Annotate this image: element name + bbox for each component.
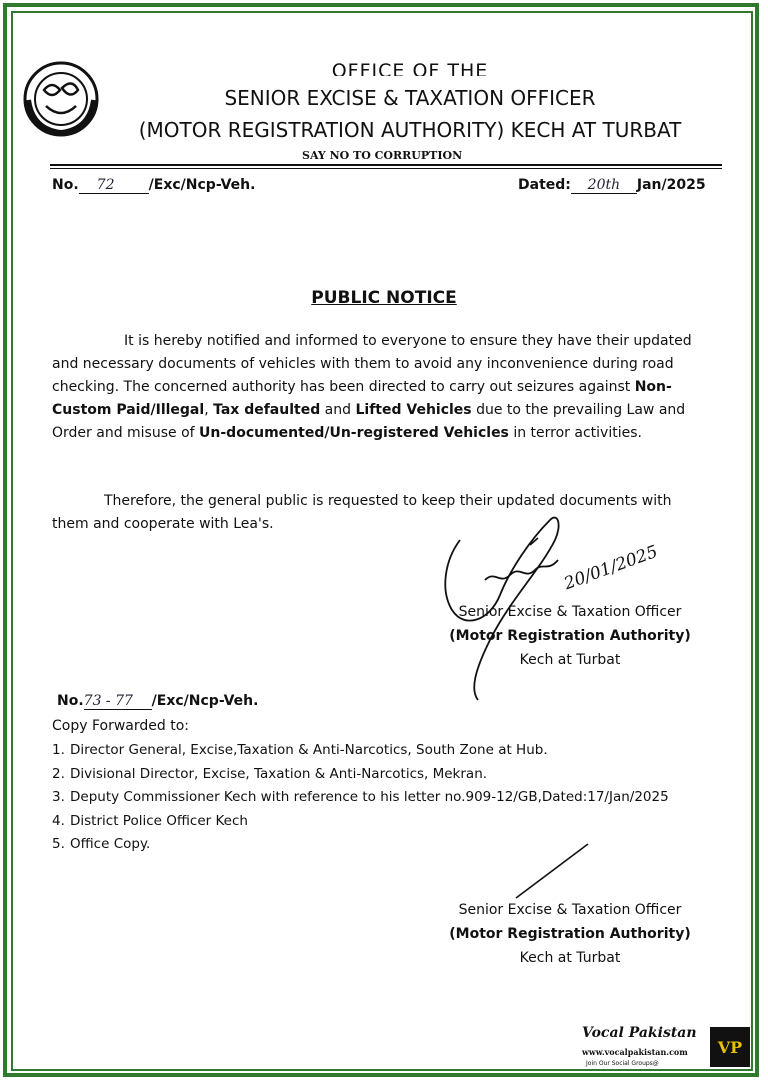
list-item-text: Director General, Excise,Taxation & Anti-Narcotics, South Zone at Hub.: [70, 742, 548, 758]
list-item: [52, 786, 669, 810]
header-officer-title: SENIOR EXCISE & TAXATION OFFICER: [224, 86, 596, 110]
para1-bold-lifted: Lifted Vehicles: [355, 402, 472, 418]
initial-stroke: [512, 840, 592, 902]
notice-paragraph-1: [52, 330, 712, 445]
watermark-join: Join Our Social Groups@: [586, 1060, 659, 1067]
signatory-location: Kech at Turbat: [519, 652, 621, 668]
copy-number: 73 - 77: [84, 693, 152, 710]
para1-text: It is hereby notified and informed to everyone to ensure they have their updated and necessary documents of vehicles with them to avoid any inconvenience during road checking. The concerned authority has been directed to carry out seizures against: [52, 333, 692, 395]
dated-month-year: Jan/2025: [636, 177, 706, 193]
para1-and: and: [320, 402, 356, 418]
list-item-text: Deputy Commissioner Kech with reference to his letter no.909-12/GB,Dated:17/Jan/2025: [70, 789, 669, 805]
header-office-of: OFFICE OF THE: [331, 60, 489, 76]
copy-suffix: /Exc/Ncp-Veh.: [151, 693, 259, 709]
copy-reference-line: [57, 693, 258, 710]
signatory-authority: (Motor Registration Authority): [449, 628, 691, 644]
header-slogan: SAY NO TO CORRUPTION: [302, 149, 463, 162]
header-divider-thin: [50, 168, 722, 169]
para1-text-3: in terror activities.: [508, 425, 642, 441]
para1-text-2: due to the prevailing Law and Order and misuse of: [52, 402, 686, 441]
list-item: [52, 739, 669, 763]
reference-suffix: /Exc/Ncp-Veh.: [148, 177, 256, 193]
header-authority: (MOTOR REGISTRATION AUTHORITY) KECH AT TURBAT: [138, 118, 682, 142]
reference-number-line: [52, 177, 255, 194]
copy-forwarded-heading: Copy Forwarded to:: [52, 718, 189, 734]
list-item-number: 2.: [52, 765, 65, 782]
dated-line: [518, 177, 706, 194]
signatory-title-2: Senior Excise & Taxation Officer: [458, 902, 682, 918]
header-divider: [50, 164, 722, 166]
watermark-logo-text: VP: [717, 1037, 743, 1057]
dated-label: Dated:: [518, 177, 571, 193]
watermark-logo-icon: [710, 1027, 750, 1067]
list-item-text: District Police Officer Kech: [70, 812, 248, 829]
list-item: [52, 763, 669, 787]
watermark-url: www.vocalpakistan.com: [582, 1047, 688, 1057]
list-item-text: Office Copy.: [70, 836, 151, 852]
list-item-number: 3.: [52, 789, 65, 805]
department-logo: [22, 60, 100, 138]
list-item-number: 5.: [52, 836, 65, 852]
list-item-number: 4.: [52, 812, 65, 829]
copy-prefix: No.: [57, 693, 84, 709]
signatory-location-2: Kech at Turbat: [519, 950, 621, 966]
signature-block: [400, 600, 740, 672]
list-item-text: Divisional Director, Excise, Taxation & Anti-Narcotics, Mekran.: [70, 765, 488, 782]
signatory-title: Senior Excise & Taxation Officer: [458, 604, 682, 620]
vocal-pakistan-watermark: [582, 1025, 752, 1075]
reference-prefix: No.: [52, 177, 79, 193]
list-item-number: 1.: [52, 742, 65, 758]
notice-paragraph-2: Therefore, the general public is requested to keep their updated documents with them and cooperate with Lea's.: [52, 493, 672, 532]
reference-number: 72: [79, 177, 149, 194]
signature-date-handwritten: 20/01/2025: [561, 541, 661, 595]
signature-block-2: [400, 898, 740, 970]
para1-comma: ,: [204, 402, 214, 418]
copy-recipient-list: [52, 739, 669, 857]
signatory-authority-2: (Motor Registration Authority): [449, 926, 691, 942]
dated-day: 20th: [571, 177, 637, 194]
list-item: [52, 810, 669, 834]
watermark-brand: Vocal Pakistan: [582, 1025, 697, 1041]
para1-bold-undocumented: Un-documented/Un-registered Vehicles: [199, 425, 509, 441]
notice-title: PUBLIC NOTICE: [311, 288, 457, 308]
para1-bold-noncustom: Non-Custom Paid/Illegal: [52, 379, 672, 418]
para1-bold-tax: Tax defaulted: [213, 402, 321, 418]
